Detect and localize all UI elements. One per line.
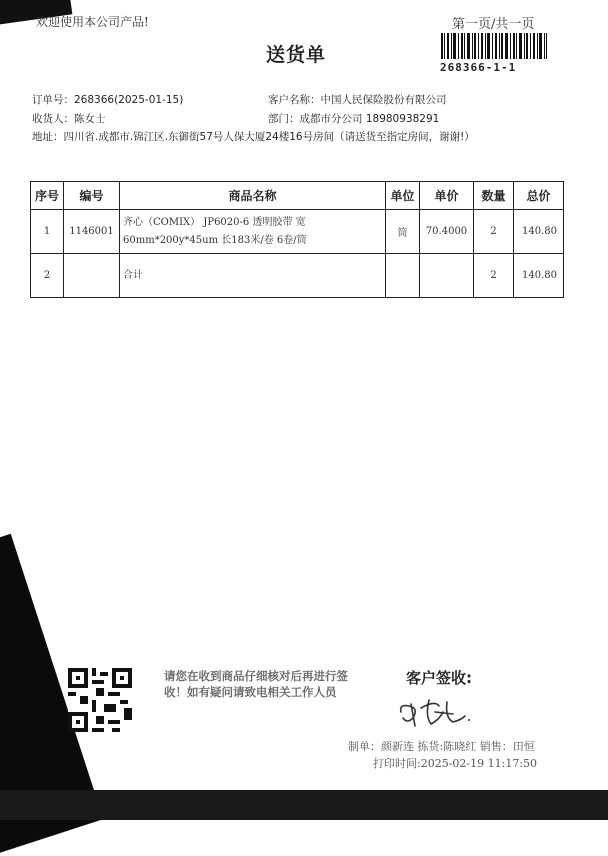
barcode-number: 268366-1-1 <box>440 61 517 74</box>
handwritten-signature <box>395 690 475 730</box>
col-header-total: 总价 <box>514 182 564 210</box>
col-header-seq: 序号 <box>31 182 64 210</box>
notice-line-1: 请您在收到商品仔细核对后再进行签 <box>164 669 348 683</box>
cell-qty: 2 <box>474 254 514 298</box>
page-title: 送货单 <box>266 44 327 66</box>
welcome-text: 欢迎使用本公司产品! <box>36 15 149 29</box>
cell-name <box>120 210 386 254</box>
cell-total: 140.80 <box>514 254 564 298</box>
cell-price <box>420 254 474 298</box>
notice-line-2: 收！如有疑问请致电相关工作人员 <box>164 685 337 699</box>
barcode-icon <box>441 33 547 59</box>
page-info: 第一页/共一页 <box>452 17 535 32</box>
cell-price: 70.4000 <box>420 210 474 254</box>
col-header-code: 编号 <box>64 182 120 210</box>
table-row <box>31 210 564 254</box>
print-time: 打印时间:2025-02-19 11:17:50 <box>373 757 538 770</box>
scan-shadow-bottom <box>0 790 608 820</box>
notice-text <box>164 668 379 700</box>
cell-seq: 2 <box>31 254 64 298</box>
col-header-unit: 单位 <box>386 182 420 210</box>
department: 部门：成都市分公司 18980938291 <box>268 113 440 125</box>
cell-code: 1146001 <box>64 210 120 254</box>
cell-name-line2: 60mm*200y*45um 长183米/卷 6卷/筒 <box>123 234 307 246</box>
receiver-name: 收货人：陈女士 <box>32 113 106 125</box>
cell-code <box>64 254 120 298</box>
cell-unit: 筒 <box>386 210 420 254</box>
cell-total: 140.80 <box>514 210 564 254</box>
cell-name-line1: 合计 <box>123 269 143 281</box>
address: 地址：四川省.成都市.锦江区.东御街57号人保大厦24楼16号房间（请送货至指定房间，谢谢!） <box>32 131 475 143</box>
order-number: 订单号：268366(2025-01-15) <box>32 94 184 106</box>
table-row <box>31 254 564 298</box>
items-table <box>30 181 564 298</box>
customer-name: 客户名称：中国人民保险股份有限公司 <box>268 94 447 106</box>
cell-name-line1: 齐心（COMIX） JP6020-6 透明胶带 宽 <box>123 216 306 228</box>
col-header-qty: 数量 <box>474 182 514 210</box>
table-header-row <box>31 182 564 210</box>
cell-qty: 2 <box>474 210 514 254</box>
customer-sign-label: 客户签收: <box>406 669 472 687</box>
col-header-name: 商品名称 <box>120 182 386 210</box>
staff-info: 制单：颜新连 拣货:陈晓红 销售：田恒 <box>348 740 535 753</box>
qr-code-icon <box>68 668 132 732</box>
cell-seq: 1 <box>31 210 64 254</box>
col-header-price: 单价 <box>420 182 474 210</box>
cell-name <box>120 254 386 298</box>
cell-unit <box>386 254 420 298</box>
